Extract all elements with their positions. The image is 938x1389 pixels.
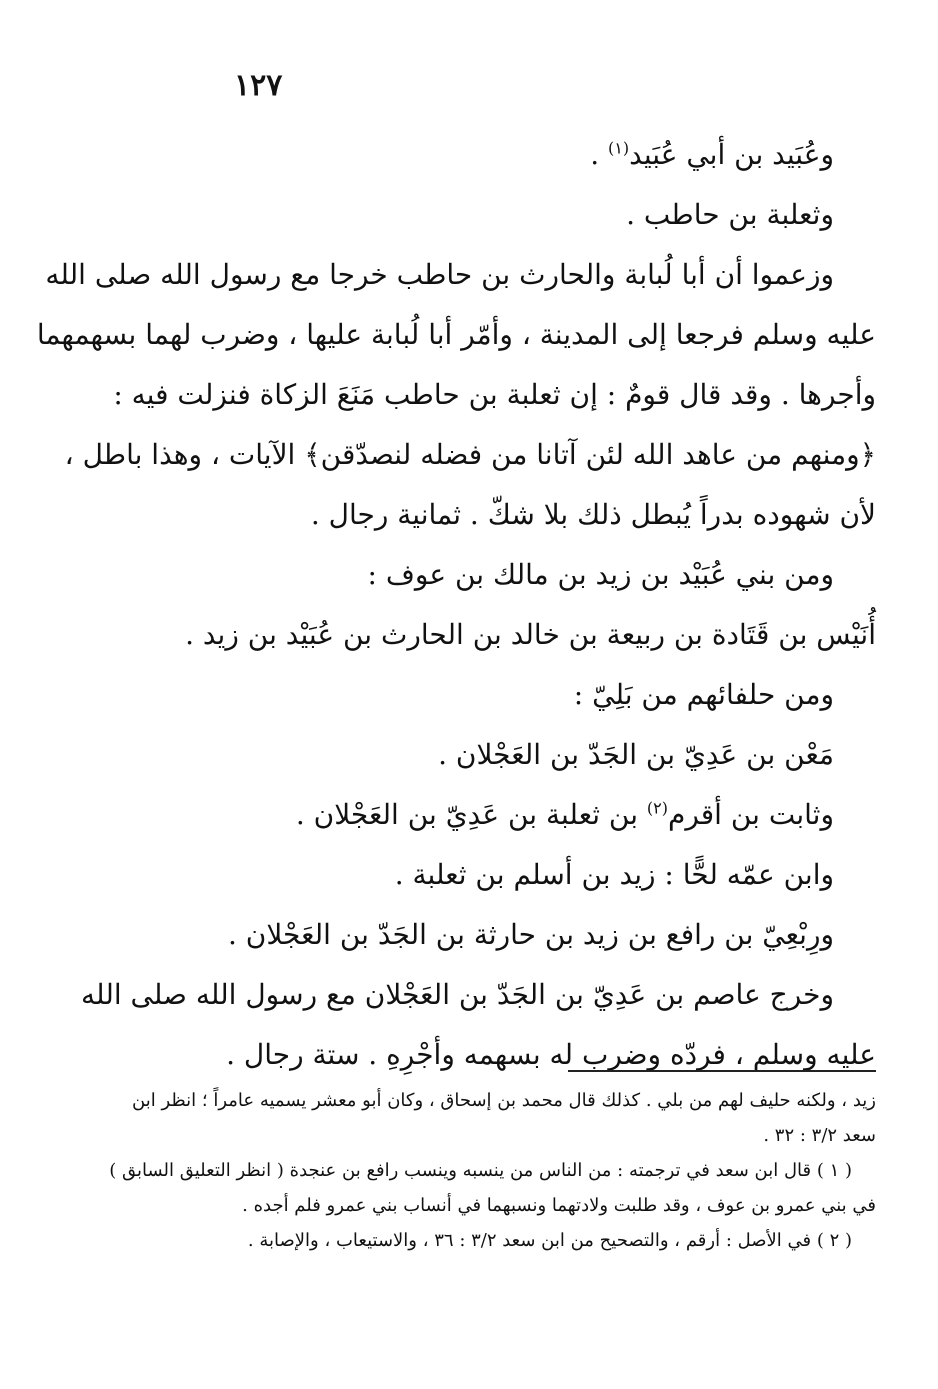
quran-quote-line: ﴿ومنهم من عاهد الله لئن آتانا من فضله لنصدّقن﴾ الآيات ، وهذا باطل ، (64, 438, 876, 471)
text-line-content: وثابت بن أقرم (668, 798, 834, 831)
footnote-line: زيد ، ولكنه حليف لهم من بلي . كذلك قال محمد بن إسحاق ، وكان أبو معشر يسميه عامراً ؛ انظر ابن (132, 1090, 876, 1111)
footnote-reference[interactable]: (٢) (646, 798, 668, 818)
text-line: وأجرها . وقد قال قومٌ : إن ثعلبة بن حاطب مَنَعَ الزكاة فنزلت فيه : (113, 378, 876, 411)
text-line: وابن عمّه لحًّا : زيد بن أسلم بن ثعلبة . (394, 858, 834, 891)
text-line (150, 785, 876, 845)
page-number: ١٢٧ (234, 68, 283, 103)
footnote-line: سعد ٣/٢ : ٣٢ . (763, 1125, 876, 1146)
footnote-reference[interactable]: (١) (608, 138, 630, 158)
footnotes (109, 1083, 876, 1258)
text-line: عليه وسلم فرجعا إلى المدينة ، وأمّر أبا لُبابة عليها ، وضرب لهما بسهمهما (36, 318, 876, 351)
text-line: وخرج عاصم بن عَدِيّ بن الجَدّ بن العَجْلان مع رسول الله صلى الله (81, 978, 834, 1011)
footnote-divider (568, 1070, 876, 1072)
text-line: ورِبْعِيّ بن رافع بن زيد بن حارثة بن الجَدّ بن العَجْلان . (227, 918, 834, 951)
text-line: وثعلبة بن حاطب . (626, 198, 834, 231)
text-line: أُنَيْس بن قَتَادة بن ربيعة بن خالد بن الحارث بن عُبَيْد بن زيد . (185, 618, 876, 651)
section-heading-line: ومن حلفائهم من بَلِيّ : (573, 678, 834, 711)
text-line: لأن شهوده بدراً يُبطل ذلك بلا شكّ . ثمانية رجال . (310, 498, 876, 531)
section-heading-line: ومن بني عُبَيْد بن زيد بن مالك بن عوف : (367, 558, 834, 591)
footnote-line: في بني عمرو بن عوف ، وقد طلبت ولادتهما ونسبهما في أنساب بني عمرو فلم أجده . (242, 1195, 876, 1216)
text-line-content: وعُبَيد بن أبي عُبَيد (629, 138, 834, 171)
text-line: وزعموا أن أبا لُبابة والحارث بن حاطب خرجا مع رسول الله صلى الله (45, 258, 834, 291)
footnote-2: ( ٢ ) في الأصل : أرقم ، والتصحيح من ابن سعد ٣/٢ : ٣٦ ، والاستيعاب ، والإصابة . (247, 1230, 852, 1251)
text-line: مَعْن بن عَدِيّ بن الجَدّ بن العَجْلان . (438, 738, 834, 771)
main-text (36, 125, 876, 1085)
text-line-tail: بن ثعلبة بن عَدِيّ بن العَجْلان . (295, 798, 647, 831)
footnote-1: ( ١ ) قال ابن سعد في ترجمته : من الناس من ينسبه وينسب رافع بن عنجدة ( انظر التعليق السابق ) (109, 1160, 852, 1181)
text-line (150, 125, 876, 185)
text-line: عليه وسلم ، فردّه وضرب له بسهمه وأجْرِهِ . ستة رجال . (226, 1038, 876, 1071)
text-line-tail: . (590, 138, 609, 171)
